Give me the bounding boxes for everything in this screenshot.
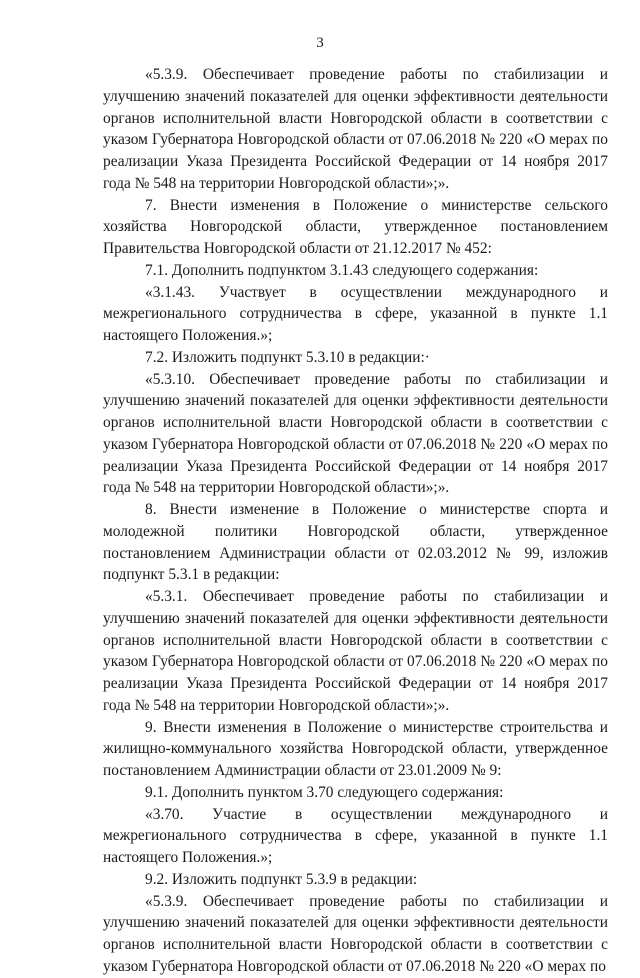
paragraph-5-3-9-new-text: «5.3.9. Обеспечивает проведение работы по стабилизации и улучшению значений показателей для оценки эффективности деятельности органов исполнительной власти Новгородской области в соответствии с указом Губернатора Новгородской области от 07.06.2018 № 220 «О мерах по (103, 892, 608, 975)
document-body (103, 64, 608, 978)
paragraph-item-9: 9. Внести изменения в Положение о министерстве строительства и жилищно-коммунального хозяйства Новгородской области, утвержденное постановлением Администрации области от 23.01.2009 № 9: (103, 718, 608, 779)
paragraph-item-8: 8. Внести изменение в Положение о министерстве спорта и молодежной политики Новгородской области, утвержденное постановлением Администрации области от 02.03.2012 № 99, изложив подпункт 5.3.1 в редакции: (103, 501, 608, 584)
paragraph-item-7-1: 7.1. Дополнить подпунктом 3.1.43 следующего содержания: (145, 261, 539, 279)
paragraph-5-3-9-text: «5.3.9. Обеспечивает проведение работы по стабилизации и улучшению значений показателей для оценки эффективности деятельности органов исполнительной власти Новгородской области в соответствии с указом Губернатора Новгородской области от 07.06.2018 № 220 «О мерах по реализации Указа Президента Российской Федерации от 14 ноября 2017 года № 548 на территории Новгородской области»;». (103, 66, 608, 192)
paragraph-item-7: 7. Внести изменения в Положение о министерстве сельского хозяйства Новгородской области, утвержденное постановлением Правительства Новгородской области от 21.12.2017 № 452: (103, 196, 608, 257)
paragraph-5-3-10-text: «5.3.10. Обеспечивает проведение работы по стабилизации и улучшению значений показателей для оценки эффективности деятельности органов исполнительной власти Новгородской области в соответствии с указом Губернатора Новгородской области от 07.06.2018 № 220 «О мерах по реализации Указа Президента Российской Федерации от 14 ноября 2017 года № 548 на территории Новгородской области»;». (103, 370, 608, 497)
paragraph-item-7-2: 7.2. Изложить подпункт 5.3.10 в редакции:· (145, 348, 430, 366)
paragraph-item-9-1: 9.1. Дополнить пунктом 3.70 следующего содержания: (145, 783, 504, 801)
paragraph-5-3-1-text: «5.3.1. Обеспечивает проведение работы по стабилизации и улучшению значений показателей для оценки эффективности деятельности органов исполнительной власти Новгородской области в соответствии с указом Губернатора Новгородской области от 07.06.2018 № 220 «О мерах по реализации Указа Президента Российской Федерации от 14 ноября 2017 года № 548 на территории Новгородской области»;». (103, 588, 608, 714)
paragraph-3-1-43-text: «3.1.43. Участвует в осуществлении международного и межрегионального сотрудничества в сфере, указанной в пункте 1.1 настоящего Положения.»; (103, 283, 608, 344)
paragraph-item-9-2: 9.2. Изложить подпункт 5.3.9 в редакции: (145, 870, 418, 888)
paragraph-3-70-text: «3.70. Участие в осуществлении международного и межрегионального сотрудничества в сфере, указанной в пункте 1.1 настоящего Положения.»; (103, 805, 608, 866)
page-number: 3 (316, 35, 324, 51)
